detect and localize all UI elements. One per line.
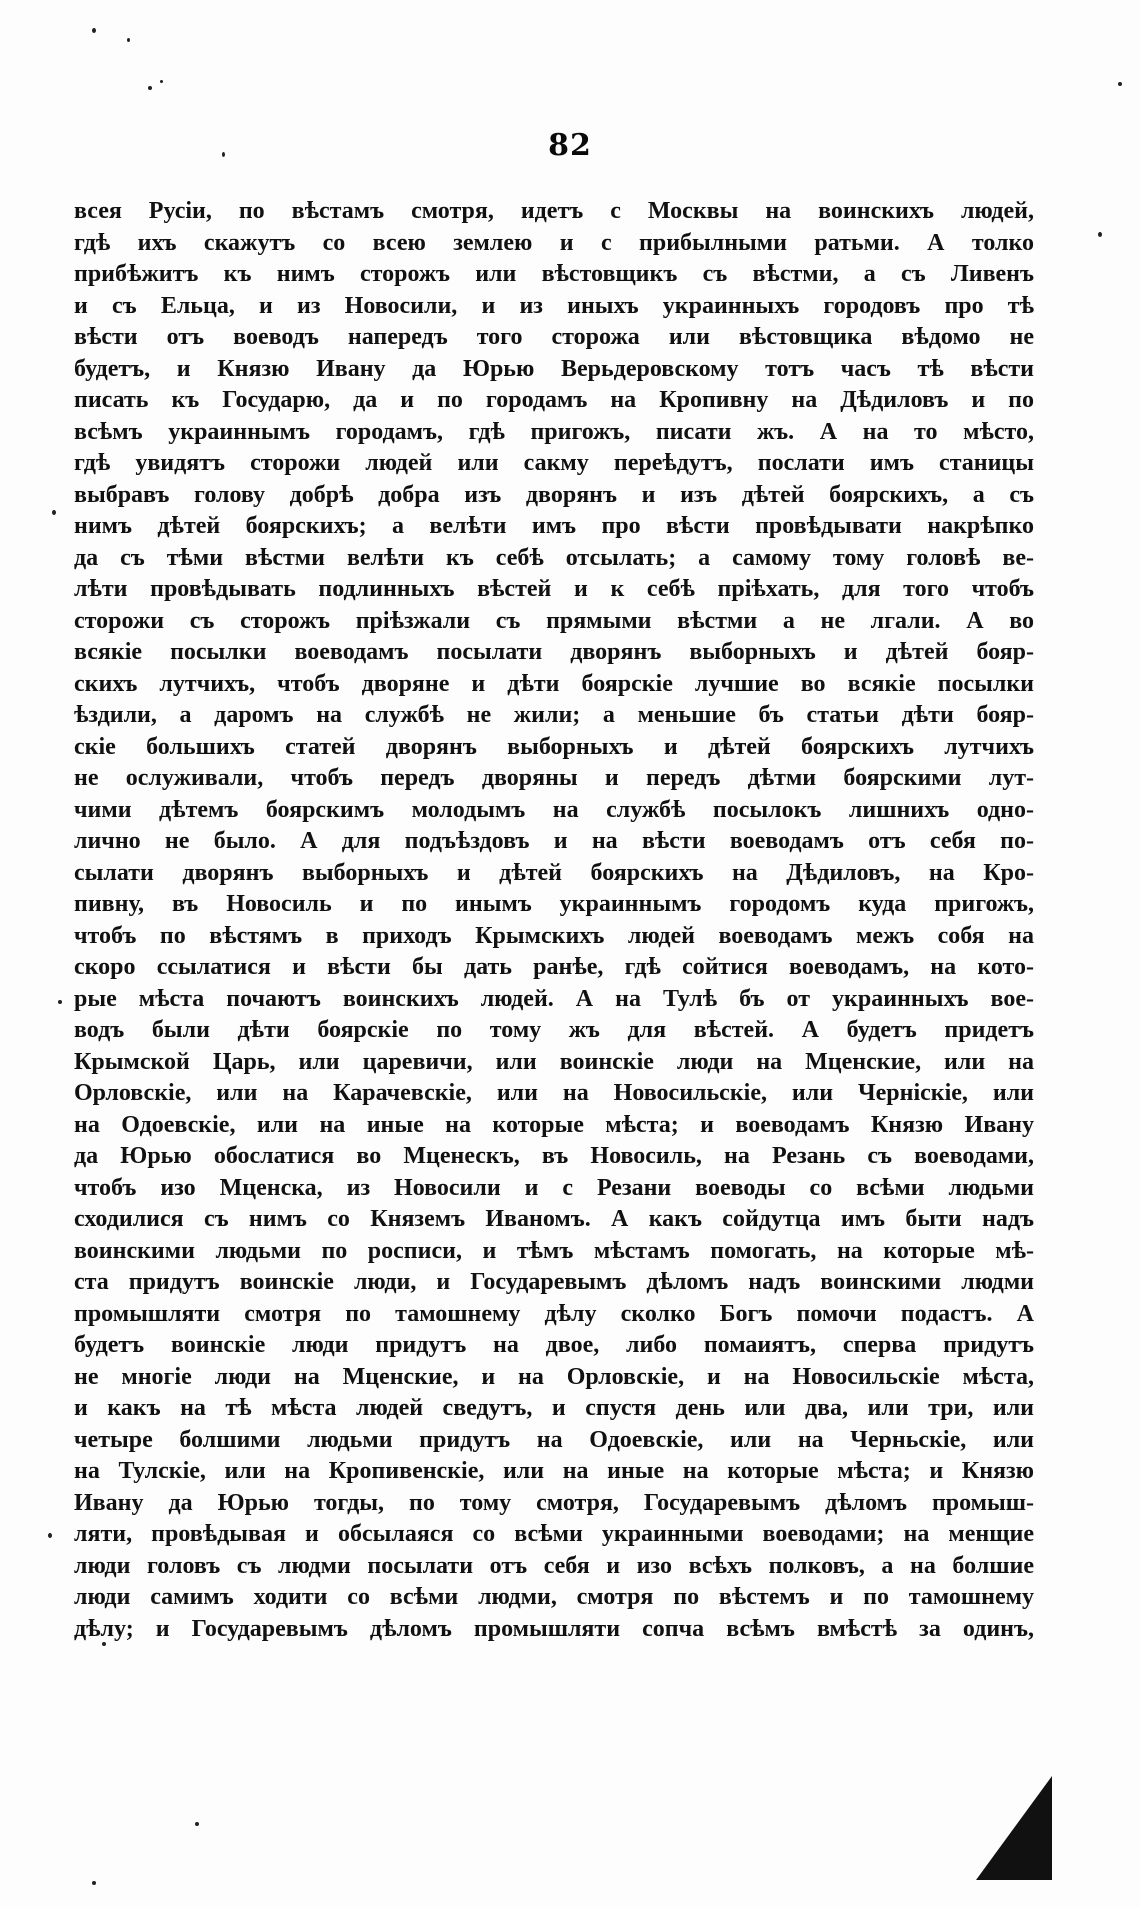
- text-line: выбравъ голову добрѣ добра изъ дворянъ и изъ дѣтей боярскихъ, а съ: [74, 481, 1034, 508]
- text-line: Ивану да Юрью тогды, по тому смотря, Государевымъ дѣломъ промыш-: [74, 1489, 1034, 1516]
- body-text: [74, 196, 1034, 1645]
- scan-speck: [195, 1822, 199, 1826]
- text-line: писать къ Государю, да и по городамъ на Кропивну на Дѣдиловъ и по: [74, 387, 1034, 413]
- text-line: да Юрью обослатися во Мценескъ, въ Новосиль, на Резань съ воеводами,: [74, 1143, 1034, 1169]
- text-line: нимъ дѣтей боярскихъ; а велѣти имъ про вѣсти провѣдывати накрѣпко: [74, 513, 1034, 539]
- scan-speck: [1098, 232, 1102, 237]
- text-line: лѣти провѣдывать подлинныхъ вѣстей и к себѣ пріѣхать, для того чтобъ: [74, 576, 1034, 602]
- text-line: рые мѣста почаютъ воинскихъ людей. А на Тулѣ бъ от украинныхъ вое-: [74, 985, 1034, 1012]
- text-line: да съ тѣми вѣстми велѣти къ себѣ отсылать; а самому тому головѣ ве-: [74, 544, 1034, 571]
- text-line: будетъ, и Князю Ивану да Юрью Верьдеровскому тотъ часъ тѣ вѣсти: [74, 355, 1034, 382]
- text-line: ѣздили, а даромъ на службѣ не жили; а меньшие бъ статьи дѣти бояр-: [74, 702, 1034, 728]
- text-line: ляти, провѣдывая и обсылаяся со всѣми украинными воеводами; на менщие: [74, 1521, 1034, 1547]
- text-line: гдѣ ихъ скажутъ со всею землею и с прибылными ратьми. А толко: [74, 229, 1034, 256]
- text-line: воинскими людьми по росписи, и тѣмъ мѣстамъ помогать, на которые мѣ-: [74, 1237, 1034, 1264]
- text-line: скихъ лутчихъ, чтобъ дворяне и дѣти боярскіе лучшие во всякіе посылки: [74, 670, 1034, 697]
- text-line: всѣмъ украиннымъ городамъ, гдѣ пригожъ, писати жъ. А на то мѣсто,: [74, 418, 1034, 445]
- page-number: 82: [548, 128, 592, 163]
- text-line: сторожи съ сторожъ пріѣзжали съ прямыми вѣстми а не лгали. А во: [74, 607, 1034, 634]
- scan-speck: [148, 86, 152, 90]
- scan-speck: [1118, 82, 1122, 86]
- text-line: Орловскіе, или на Карачевскіе, или на Новосильскіе, или Черніскіе, или: [74, 1080, 1034, 1106]
- text-line: Крымской Царь, или царевичи, или воинскіе люди на Мценские, или на: [74, 1048, 1034, 1075]
- scan-speck: [102, 1642, 106, 1646]
- corner-ink-blot: [976, 1776, 1052, 1880]
- text-line: скоро ссылатися и вѣсти бы дать ранѣе, гдѣ сойтися воеводамъ, на кото-: [74, 954, 1034, 980]
- scan-speck: [58, 1000, 62, 1004]
- text-line: чтобъ по вѣстямъ в приходъ Крымскихъ людей воеводамъ межъ собя на: [74, 922, 1034, 949]
- text-line: четыре болшими людьми придутъ на Одоевскіе, или на Черньскіе, или: [74, 1426, 1034, 1453]
- text-line: люди самимъ ходити со всѣми людми, смотря по вѣстемъ и по тамошнему: [74, 1584, 1034, 1610]
- scan-speck: [127, 38, 130, 42]
- text-line: всея Русіи, по вѣстамъ смотря, идетъ с Москвы на воинскихъ людей,: [74, 198, 1034, 224]
- scan-speck: [92, 1881, 96, 1885]
- text-line: и какъ на тѣ мѣста людей сведутъ, и спустя день или два, или три, или: [74, 1395, 1034, 1421]
- scan-speck: [222, 152, 225, 157]
- scan-speck: [48, 1533, 52, 1538]
- text-line: гдѣ увидятъ сторожи людей или сакму переѣдутъ, послати имъ станицы: [74, 450, 1034, 476]
- text-line: лично не было. А для подъѣздовъ и на вѣсти воеводамъ отъ себя по-: [74, 828, 1034, 854]
- text-line: будетъ воинскіе люди придутъ на двое, либо помаиятъ, сперва придутъ: [74, 1332, 1034, 1358]
- text-line: вѣсти отъ воеводъ напередъ того сторожа или вѣстовщика вѣдомо не: [74, 324, 1034, 350]
- text-line: чтобъ изо Мценска, из Новосили и с Резани воеводы со всѣми людьми: [74, 1174, 1034, 1201]
- scan-speck: [160, 80, 163, 83]
- text-line: пивну, въ Новосиль и по инымъ украиннымъ городомъ куда пригожъ,: [74, 891, 1034, 917]
- text-line: всякіе посылки воеводамъ посылати дворянъ выборныхъ и дѣтей бояр-: [74, 639, 1034, 665]
- text-line: скіе большихъ статей дворянъ выборныхъ и дѣтей боярскихъ лутчихъ: [74, 733, 1034, 760]
- scan-speck: [92, 28, 96, 33]
- text-line: люди головъ съ людми посылати отъ себя и изо всѣхъ полковъ, а на болшие: [74, 1552, 1034, 1579]
- text-line: водъ были дѣти боярскіе по тому жъ для вѣстей. А будетъ придетъ: [74, 1017, 1034, 1043]
- text-line: промышляти смотря по тамошнему дѣлу сколко Богъ помочи подастъ. А: [74, 1300, 1034, 1327]
- text-line: не ослуживали, чтобъ передъ дворяны и передъ дѣтми боярскими лут-: [74, 765, 1034, 791]
- text-line: чими дѣтемъ боярскимъ молодымъ на службѣ посылокъ лишнихъ одно-: [74, 796, 1034, 823]
- text-line: ста придутъ воинскіе люди, и Государевымъ дѣломъ надъ воинскими людми: [74, 1269, 1034, 1295]
- scan-speck: [52, 510, 56, 515]
- text-line: прибѣжитъ къ нимъ сторожъ или вѣстовщикъ съ вѣстми, а съ Ливенъ: [74, 261, 1034, 287]
- text-line: дѣлу; и Государевымъ дѣломъ промышляти сопча всѣмъ вмѣстѣ за одинъ,: [74, 1615, 1034, 1642]
- text-line: на Одоевскіе, или на иные на которые мѣста; и воеводамъ Князю Ивану: [74, 1111, 1034, 1138]
- text-line: сылати дворянъ выборныхъ и дѣтей боярскихъ на Дѣдиловъ, на Кро-: [74, 859, 1034, 886]
- text-line: не многіе люди на Мценские, и на Орловскіе, и на Новосильскіе мѣста,: [74, 1363, 1034, 1390]
- text-line: сходилися съ нимъ со Княземъ Иваномъ. А какъ сойдутца имъ быти надъ: [74, 1206, 1034, 1232]
- text-line: и съ Ельца, и из Новосили, и из иныхъ украинныхъ городовъ про тѣ: [74, 292, 1034, 319]
- text-line: на Тулскіе, или на Кропивенскіе, или на иные на которые мѣста; и Князю: [74, 1458, 1034, 1484]
